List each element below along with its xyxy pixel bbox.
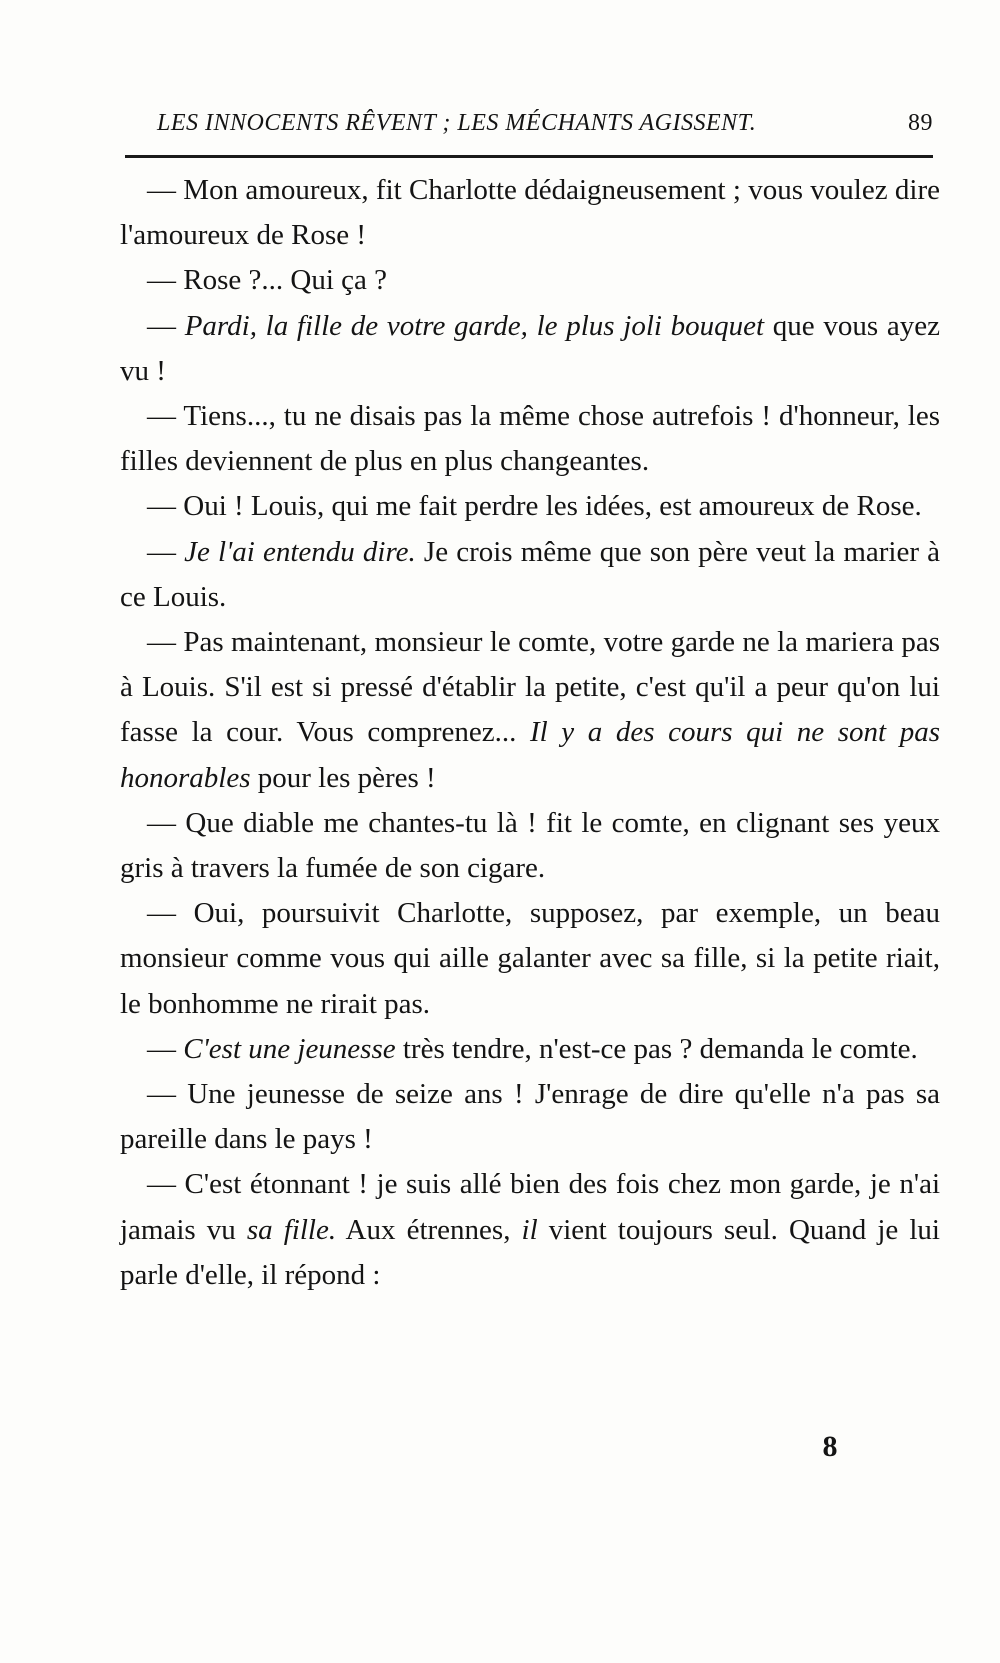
paragraph — [120, 530, 940, 620]
paragraph — [120, 1072, 940, 1162]
paragraph — [120, 1162, 940, 1298]
text-run: — Rose ?... Qui ça ? — [147, 264, 387, 297]
text-run: Je crois même que son père veut la marier à ce Louis. — [120, 535, 940, 613]
text-run: — C'est étonnant ! je suis allé bien des fois chez mon garde, je n'ai jamais vu — [120, 1168, 940, 1246]
italic-run: Pardi, la fille de votre garde, le plus joli bouquet — [184, 309, 765, 342]
paragraph — [120, 258, 940, 303]
text-run: très tendre, n'est-ce pas ? demanda le comte. — [395, 1032, 918, 1065]
italic-run: C'est une jeunesse — [183, 1032, 396, 1065]
body-text — [120, 168, 940, 1298]
italic-run: il — [521, 1213, 538, 1246]
paragraph — [120, 1027, 940, 1072]
italic-run: Il y a des cours qui ne sont pas honorables — [120, 716, 940, 794]
italic-run: sa fille. — [246, 1213, 337, 1246]
text-run: — Oui ! Louis, qui me fait perdre les idées, est amoureux de Rose. — [147, 490, 922, 523]
text-run: vient toujours seul. Quand je lui parle d'elle, il répond : — [120, 1213, 940, 1291]
paragraph — [120, 304, 940, 394]
text-run: que vous ayez vu ! — [120, 309, 940, 387]
running-header — [125, 106, 933, 140]
text-run: — Une jeunesse de seize ans ! J'enrage de dire qu'elle n'a pas sa pareille dans le pays ! — [120, 1078, 940, 1156]
paragraph — [120, 484, 940, 529]
text-run: — Pas maintenant, monsieur le comte, votre garde ne la mariera pas à Louis. S'il est si pressé d'établir la petite, c'est qu'il a peur qu'on lui fasse la cour. Vous comprenez... — [120, 626, 940, 749]
text-run: — Que diable me chantes-tu là ! fit le comte, en clignant ses yeux gris à travers la fumée de son cigare. — [120, 806, 940, 885]
paragraph — [120, 801, 940, 891]
text-run: — Mon amoureux, fit Charlotte dédaigneusement ; vous voulez dire l'amoureux de Rose ! — [120, 174, 940, 252]
text-run: — Oui, poursuivit Charlotte, supposez, par exemple, un beau monsieur comme vous qui aille galanter avec sa fille, si la petite riait, le bonhomme ne rirait pas. — [120, 897, 940, 1020]
header-rule — [125, 155, 933, 158]
text-run: — — [147, 309, 185, 342]
paragraph — [120, 891, 940, 1027]
page-number: 89 — [908, 110, 933, 136]
signature-mark: 8 — [822, 1430, 838, 1463]
text-run: Aux étrennes, — [336, 1213, 522, 1246]
text-run: — Tiens..., tu ne disais pas la même chose autrefois ! d'honneur, les filles deviennent de plus en plus changeantes. — [120, 400, 940, 478]
paragraph — [120, 394, 940, 484]
paragraph — [120, 620, 940, 801]
running-title: LES INNOCENTS RÊVENT ; LES MÉCHANTS AGISSENT. — [157, 110, 757, 136]
text-run: — — [147, 535, 185, 568]
paragraph — [120, 168, 940, 258]
text-run: — — [147, 1032, 184, 1065]
text-run: pour les pères ! — [250, 761, 436, 794]
italic-run: Je l'ai entendu dire. — [184, 535, 416, 568]
